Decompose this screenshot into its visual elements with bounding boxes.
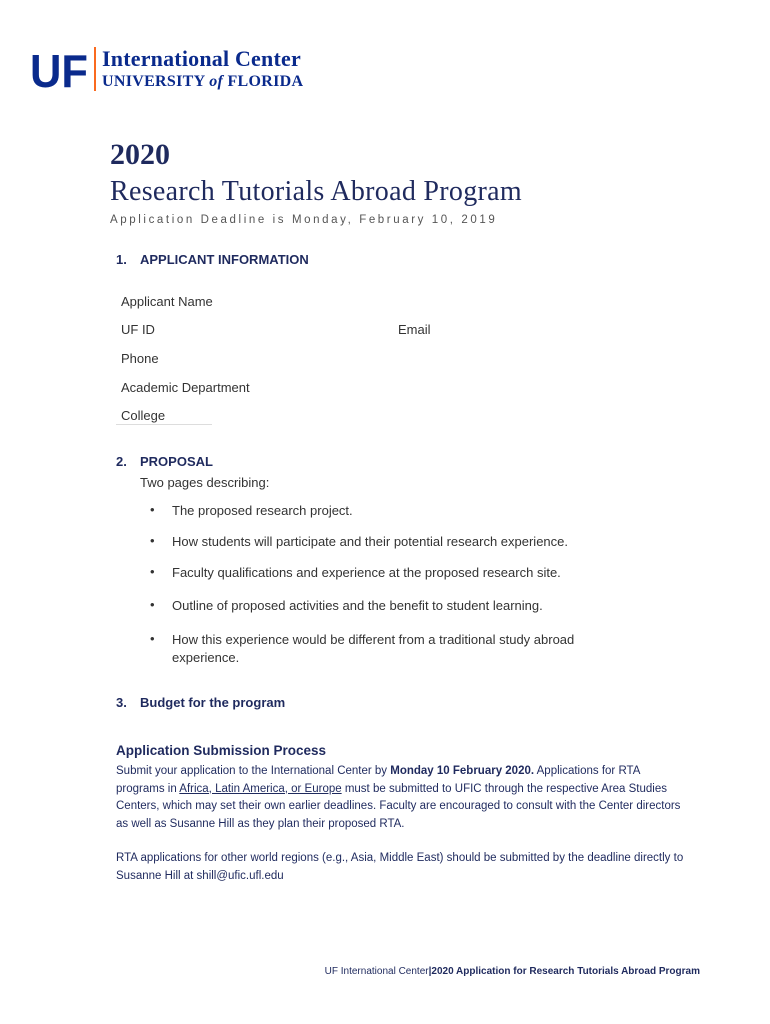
college-field-line <box>116 424 212 425</box>
footer-org: UF International Center <box>324 966 429 977</box>
logo-divider <box>94 47 96 91</box>
bullet-icon: • <box>150 564 155 579</box>
list-item-text: Faculty qualifications and experience at the proposed research site. <box>172 565 561 580</box>
list-item-text: How this experience would be different from a traditional study abroad experience. <box>172 632 575 665</box>
list-item-text: The proposed research project. <box>172 503 353 518</box>
submission-text: Applications for RTA programs in <box>116 765 640 795</box>
list-item <box>150 502 610 520</box>
section-title: PROPOSAL <box>140 454 213 469</box>
phone-label: Phone <box>121 351 159 366</box>
section-number: 1. <box>116 252 127 267</box>
page-footer <box>325 966 700 977</box>
bullet-icon: • <box>150 533 155 548</box>
list-item-text: Outline of proposed activities and the benefit to student learning. <box>172 598 543 613</box>
applicant-name-label: Applicant Name <box>121 294 213 309</box>
logo-of: of <box>209 73 224 90</box>
footer-document-name: 2020 Application for Research Tutorials Abroad Program <box>431 966 700 977</box>
application-deadline: Application Deadline is Monday, February 10, 2019 <box>110 214 498 226</box>
proposal-intro: Two pages describing: <box>140 475 270 490</box>
section-proposal-heading <box>116 454 213 469</box>
logo-line-international-center: International Center <box>102 46 301 71</box>
submission-text: must be submitted to UFIC through the respective Area Studies Centers, which may set their own earlier deadlines. Faculty are encouraged to consult with the Center directors as well as Susanne Hill as they plan their proposed RTA. <box>116 782 681 830</box>
document-title: Research Tutorials Abroad Program <box>110 176 522 207</box>
section-title: APPLICANT INFORMATION <box>140 252 309 267</box>
submission-paragraph-2: RTA applications for other world regions (e.g., Asia, Middle East) should be submitted by the deadline directly to Susanne Hill at shill@ufic.ufl.edu <box>116 852 684 882</box>
email-label: Email <box>398 322 431 337</box>
section-budget-heading <box>116 695 285 710</box>
submission-process-heading: Application Submission Process <box>116 743 327 758</box>
list-item <box>150 631 610 667</box>
uf-id-label: UF ID <box>121 322 155 337</box>
uf-logo <box>30 44 303 94</box>
footer-separator: | <box>428 966 432 977</box>
submission-paragraph-1 <box>116 763 686 833</box>
document-year: 2020 <box>110 138 170 171</box>
logo-university: UNIVERSITY <box>102 73 205 90</box>
section-number: 3. <box>116 695 127 710</box>
bullet-icon: • <box>150 502 155 517</box>
submission-text: Submit your application to the International Center by <box>116 765 391 777</box>
section-number: 2. <box>116 454 127 469</box>
bullet-icon: • <box>150 597 155 612</box>
logo-line-university <box>102 74 303 90</box>
uf-logo-mark <box>30 45 90 93</box>
logo-florida: FLORIDA <box>227 73 304 90</box>
section-applicant-information-heading <box>116 252 309 267</box>
list-item <box>150 564 610 582</box>
college-label: College <box>121 408 166 423</box>
list-item <box>150 533 610 551</box>
submission-deadline-date: Monday 10 February 2020. <box>390 765 535 777</box>
list-item <box>150 597 610 615</box>
list-item-text: How students will participate and their potential research experience. <box>172 534 568 549</box>
bullet-icon: • <box>150 631 155 646</box>
logo-wordmark <box>102 48 303 90</box>
section-title: Budget for the program <box>140 695 286 710</box>
regions-link[interactable]: Africa, Latin America, or Europe <box>179 782 342 795</box>
academic-department-label: Academic Department <box>121 380 250 395</box>
uf-logo-letters: UF <box>30 45 88 93</box>
